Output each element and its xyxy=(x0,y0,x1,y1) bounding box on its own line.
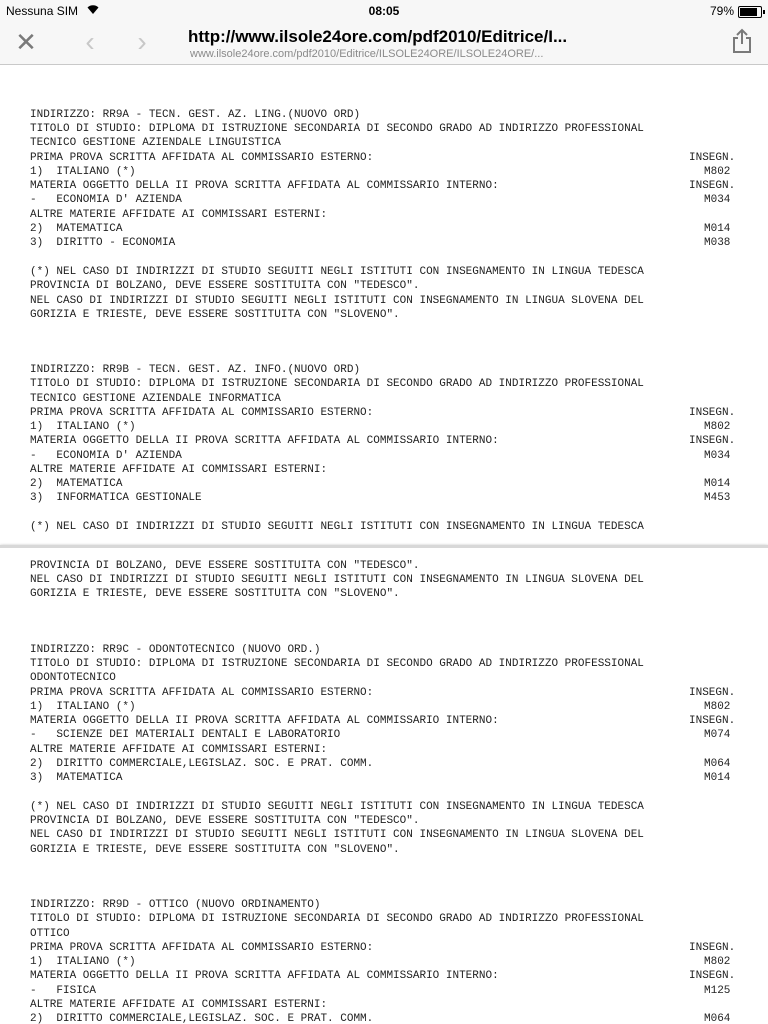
subject-code: M034 xyxy=(704,194,731,206)
doc-line: INDIRIZZO: RR9B - TECN. GEST. AZ. INFO.(NUOVO ORD) xyxy=(30,364,361,376)
subject-code: M074 xyxy=(704,729,731,741)
code-label: INSEGN. xyxy=(689,180,736,192)
status-bar xyxy=(0,0,768,22)
doc-line: PROVINCIA DI BOLZANO, DEVE ESSERE SOSTITUITA CON "TEDESCO". xyxy=(30,280,420,292)
doc-line: 2) MATEMATICA xyxy=(30,223,123,235)
doc-line: TITOLO DI STUDIO: DIPLOMA DI ISTRUZIONE SECONDARIA DI SECONDO GRADO AD INDIRIZZO PROFESSIONAL xyxy=(30,123,644,135)
carrier-label: Nessuna SIM xyxy=(6,4,79,18)
browser-toolbar xyxy=(0,22,768,65)
doc-line: INDIRIZZO: RR9C - ODONTOTECNICO (NUOVO ORD.) xyxy=(30,644,321,656)
subject-code: M064 xyxy=(704,1013,731,1024)
code-label: INSEGN. xyxy=(689,970,736,982)
doc-line: INDIRIZZO: RR9A - TECN. GEST. AZ. LING.(NUOVO ORD) xyxy=(30,109,361,121)
subject-code: M034 xyxy=(704,450,731,462)
doc-line: - ECONOMIA D' AZIENDA xyxy=(30,194,182,206)
doc-line: TITOLO DI STUDIO: DIPLOMA DI ISTRUZIONE SECONDARIA DI SECONDO GRADO AD INDIRIZZO PROFESSIONAL xyxy=(30,378,644,390)
doc-line: MATERIA OGGETTO DELLA II PROVA SCRITTA AFFIDATA AL COMMISSARIO INTERNO: xyxy=(30,435,499,447)
doc-line: NEL CASO DI INDIRIZZI DI STUDIO SEGUITI NEGLI ISTITUTI CON INSEGNAMENTO IN LINGUA SLOVENA DEL xyxy=(30,829,644,841)
doc-line: ALTRE MATERIE AFFIDATE AI COMMISSARI ESTERNI: xyxy=(30,209,328,221)
subject-code: M802 xyxy=(704,421,731,433)
subject-code: M014 xyxy=(704,478,731,490)
url-title[interactable]: http://www.ilsole24ore.com/pdf2010/Editrice/I... xyxy=(188,27,568,46)
doc-line: PRIMA PROVA SCRITTA AFFIDATA AL COMMISSARIO ESTERNO: xyxy=(30,687,374,699)
doc-line: 1) ITALIANO (*) xyxy=(30,701,136,713)
subject-code: M064 xyxy=(704,758,731,770)
subject-code: M802 xyxy=(704,166,731,178)
doc-line: 3) MATEMATICA xyxy=(30,772,123,784)
subject-code: M802 xyxy=(704,956,731,968)
doc-line: PRIMA PROVA SCRITTA AFFIDATA AL COMMISSARIO ESTERNO: xyxy=(30,407,374,419)
doc-line: MATERIA OGGETTO DELLA II PROVA SCRITTA AFFIDATA AL COMMISSARIO INTERNO: xyxy=(30,970,499,982)
doc-line: (*) NEL CASO DI INDIRIZZI DI STUDIO SEGUITI NEGLI ISTITUTI CON INSEGNAMENTO IN LINGUA TEDESCA xyxy=(30,266,644,278)
doc-line: GORIZIA E TRIESTE, DEVE ESSERE SOSTITUITA CON "SLOVENO". xyxy=(30,844,400,856)
doc-line: GORIZIA E TRIESTE, DEVE ESSERE SOSTITUITA CON "SLOVENO". xyxy=(30,309,400,321)
doc-line: GORIZIA E TRIESTE, DEVE ESSERE SOSTITUITA CON "SLOVENO". xyxy=(30,588,400,600)
doc-line: 2) DIRITTO COMMERCIALE,LEGISLAZ. SOC. E PRAT. COMM. xyxy=(30,1013,374,1024)
subject-code: M125 xyxy=(704,985,731,997)
doc-line: PRIMA PROVA SCRITTA AFFIDATA AL COMMISSARIO ESTERNO: xyxy=(30,152,374,164)
clock: 08:05 xyxy=(368,4,400,18)
code-label: INSEGN. xyxy=(689,715,736,727)
close-icon[interactable]: ✕ xyxy=(15,27,37,57)
doc-line: (*) NEL CASO DI INDIRIZZI DI STUDIO SEGUITI NEGLI ISTITUTI CON INSEGNAMENTO IN LINGUA TEDESCA xyxy=(30,801,644,813)
doc-line: 2) DIRITTO COMMERCIALE,LEGISLAZ. SOC. E PRAT. COMM. xyxy=(30,758,374,770)
doc-line: PROVINCIA DI BOLZANO, DEVE ESSERE SOSTITUITA CON "TEDESCO". xyxy=(30,560,420,572)
doc-line: 3) DIRITTO - ECONOMIA xyxy=(30,237,176,249)
doc-line: - ECONOMIA D' AZIENDA xyxy=(30,450,182,462)
subject-code: M014 xyxy=(704,223,731,235)
doc-line: NEL CASO DI INDIRIZZI DI STUDIO SEGUITI NEGLI ISTITUTI CON INSEGNAMENTO IN LINGUA SLOVENA DEL xyxy=(30,295,644,307)
doc-line: TITOLO DI STUDIO: DIPLOMA DI ISTRUZIONE SECONDARIA DI SECONDO GRADO AD INDIRIZZO PROFESSIONAL xyxy=(30,658,644,670)
doc-line: TECNICO GESTIONE AZIENDALE INFORMATICA xyxy=(30,393,281,405)
battery-percent: 79% xyxy=(709,4,734,18)
share-icon[interactable] xyxy=(726,28,758,58)
doc-line: OTTICO xyxy=(30,928,70,940)
doc-line: TECNICO GESTIONE AZIENDALE LINGUISTICA xyxy=(30,137,281,149)
doc-line: PROVINCIA DI BOLZANO, DEVE ESSERE SOSTITUITA CON "TEDESCO". xyxy=(30,815,420,827)
code-label: INSEGN. xyxy=(689,687,736,699)
doc-line: 2) MATEMATICA xyxy=(30,478,123,490)
doc-line: MATERIA OGGETTO DELLA II PROVA SCRITTA AFFIDATA AL COMMISSARIO INTERNO: xyxy=(30,180,499,192)
pdf-page-2[interactable] xyxy=(0,548,768,1024)
code-label: INSEGN. xyxy=(689,942,736,954)
doc-line: PRIMA PROVA SCRITTA AFFIDATA AL COMMISSARIO ESTERNO: xyxy=(30,942,374,954)
back-icon[interactable]: ‹ xyxy=(85,26,95,57)
subject-code: M014 xyxy=(704,772,731,784)
doc-line: - FISICA xyxy=(30,985,97,997)
doc-line: ODONTOTECNICO xyxy=(30,672,116,684)
doc-line: (*) NEL CASO DI INDIRIZZI DI STUDIO SEGUITI NEGLI ISTITUTI CON INSEGNAMENTO IN LINGUA TEDESCA xyxy=(30,521,644,533)
doc-line: ALTRE MATERIE AFFIDATE AI COMMISSARI ESTERNI: xyxy=(30,464,328,476)
pdf-page-1[interactable] xyxy=(0,65,768,545)
forward-icon[interactable]: › xyxy=(137,26,147,57)
doc-line: 1) ITALIANO (*) xyxy=(30,166,136,178)
doc-line: - SCIENZE DEI MATERIALI DENTALI E LABORATORIO xyxy=(30,729,341,741)
doc-line: MATERIA OGGETTO DELLA II PROVA SCRITTA AFFIDATA AL COMMISSARIO INTERNO: xyxy=(30,715,499,727)
battery-level-fill xyxy=(740,8,757,16)
subject-code: M802 xyxy=(704,701,731,713)
code-label: INSEGN. xyxy=(689,152,736,164)
battery-icon xyxy=(738,6,762,18)
doc-line: NEL CASO DI INDIRIZZI DI STUDIO SEGUITI NEGLI ISTITUTI CON INSEGNAMENTO IN LINGUA SLOVENA DEL xyxy=(30,574,644,586)
subject-code: M038 xyxy=(704,237,731,249)
doc-line: 3) INFORMATICA GESTIONALE xyxy=(30,492,202,504)
code-label: INSEGN. xyxy=(689,407,736,419)
doc-line: TITOLO DI STUDIO: DIPLOMA DI ISTRUZIONE SECONDARIA DI SECONDO GRADO AD INDIRIZZO PROFESSIONAL xyxy=(30,913,644,925)
doc-line: 1) ITALIANO (*) xyxy=(30,956,136,968)
doc-line: INDIRIZZO: RR9D - OTTICO (NUOVO ORDINAMENTO) xyxy=(30,899,321,911)
doc-line: ALTRE MATERIE AFFIDATE AI COMMISSARI ESTERNI: xyxy=(30,999,328,1011)
subject-code: M453 xyxy=(704,492,731,504)
code-label: INSEGN. xyxy=(689,435,736,447)
url-subtitle[interactable]: www.ilsole24ore.com/pdf2010/Editrice/ILSOLE24ORE/ILSOLE24ORE/... xyxy=(190,48,544,60)
doc-line: ALTRE MATERIE AFFIDATE AI COMMISSARI ESTERNI: xyxy=(30,744,328,756)
doc-line: 1) ITALIANO (*) xyxy=(30,421,136,433)
